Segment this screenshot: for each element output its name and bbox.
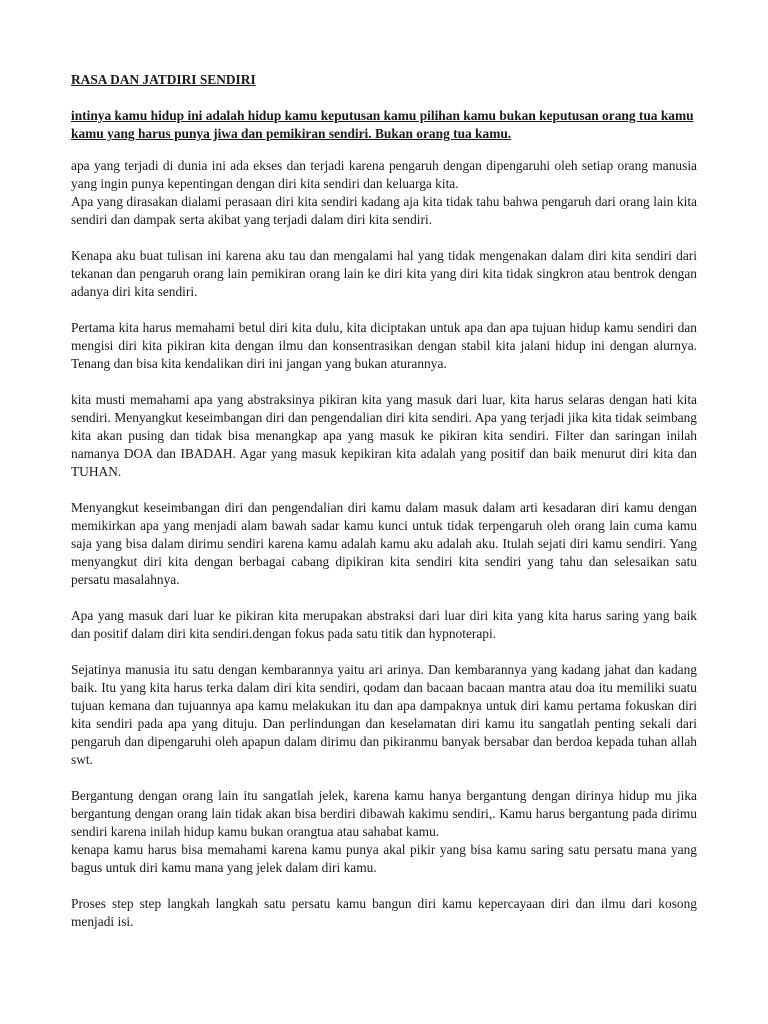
paragraph-line: Kenapa aku buat tulisan ini karena aku tau dan mengalami hal yang tidak mengenakan dalam diri kita sendiri dari tekanan dan pengaruh orang lain pemikiran orang lain ke diri kita yang diri kita tidak singkron atau bentrok dengan adanya diri kita sendiri. (71, 248, 697, 299)
paragraph-line: kita musti memahami apa yang abstraksinya pikiran kita yang masuk dari luar, kita harus selaras dengan hati kita sendiri. Menyangkut keseimbangan diri dan pengendalian diri kita sendiri. Apa yang terjadi jika kita tidak seimbang kita akan pusing dan tidak bisa menangkap apa yang masuk ke pikiran kita sendiri. Filter dan saringan inilah namanya DOA dan IBADAH. Agar yang masuk kepikiran kita adalah yang positif dan baik menurut diri kita dan TUHAN. (71, 392, 697, 479)
paragraph-line: Apa yang dirasakan dialami perasaan diri kita sendiri kadang aja kita tidak tahu bahwa pengaruh dari orang lain kita sendiri dan dampak serta akibat yang terjadi dalam diri kita sendiri. (71, 194, 697, 227)
paragraph-2 (71, 247, 697, 301)
paragraph-line: Proses step step langkah langkah satu persatu kamu bangun diri kamu kepercayaan diri dan ilmu dari kosong menjadi isi. (71, 896, 697, 929)
paragraph-7 (71, 661, 697, 769)
paragraph-4 (71, 391, 697, 481)
paragraph-line: kenapa kamu harus bisa memahami karena kamu punya akal pikir yang bisa kamu saring satu persatu mana yang bagus untuk diri kamu mana yang jelek dalam diri kamu. (71, 842, 697, 875)
paragraph-line: Apa yang masuk dari luar ke pikiran kita merupakan abstraksi dari luar diri kita yang kita harus saring yang baik dan positif dalam diri kita sendiri.dengan fokus pada satu titik dan hypnoterapi. (71, 608, 697, 641)
paragraph-5 (71, 499, 697, 589)
paragraph-line: Bergantung dengan orang lain itu sangatlah jelek, karena kamu hanya bergantung dengan dirinya hidup mu jika bergantung dengan orang lain tidak akan bisa berdiri dibawah kakimu sendiri,. Kamu harus bergantung pada dirimu sendiri karena inilah hidup kamu bukan orangtua atau sahabat kamu. (71, 788, 697, 839)
paragraph-9 (71, 895, 697, 931)
paragraph-1 (71, 157, 697, 229)
paragraph-3 (71, 319, 697, 373)
paragraph-line: Pertama kita harus memahami betul diri kita dulu, kita diciptakan untuk apa dan apa tujuan hidup kamu sendiri dan mengisi diri kita pikiran kita dengan ilmu dan konsentrasikan dengan stabil kita jalani hidup ini dengan alurnya. Tenang dan bisa kita kendalikan diri ini jangan yang bukan aturannya. (71, 320, 697, 371)
paragraph-8 (71, 787, 697, 877)
document-title: RASA DAN JATDIRI SENDIRI (71, 72, 256, 87)
paragraph-6 (71, 607, 697, 643)
paragraph-line: apa yang terjadi di dunia ini ada ekses dan terjadi karena pengaruh dengan dipengaruhi oleh setiap orang manusia yang ingin punya kepentingan dengan diri kita sendiri dan keluarga kita. (71, 158, 697, 191)
paragraph-line: Menyangkut keseimbangan diri dan pengendalian diri kamu dalam masuk dalam arti kesadaran diri kamu dengan memikirkan apa yang menjadi alam bawah sadar kamu kunci untuk tidak terpengaruh oleh orang lain cuma kamu saja yang bisa dalam dirimu sendiri karena kamu adalah kamu aku adalah aku. Itulah sejati diri kamu sendiri. Yang menyangkut diri kita dengan berbagai cabang dipikiran kita sendiri kita sendiri yang tahu dan selesaikan satu persatu masalahnya. (71, 500, 697, 587)
intro-statement: intinya kamu hidup ini adalah hidup kamu keputusan kamu pilihan kamu bukan keputusan orang tua kamu kamu yang harus punya jiwa dan pemikiran sendiri. Bukan orang tua kamu. (71, 108, 694, 141)
paragraph-line: Sejatinya manusia itu satu dengan kembarannya yaitu ari arinya. Dan kembarannya yang kadang jahat dan kadang baik. Itu yang kita harus terka dalam diri kita sendiri, qodam dan bacaan bacaan mantra atau doa itu memiliki suatu tujuan kemana dan tujuannya apa kamu melakukan itu dan apa dampaknya untuk diri kamu pertama fokuskan diri kita sendiri pada apa yang dituju. Dan perlindungan dan keselamatan diri kamu itu sangatlah penting sekali dari pengaruh dan dipengaruhi oleh apapun dalam dirimu dan pikiranmu banyak bersabar dan berdoa kepada tuhan allah swt. (71, 662, 697, 767)
